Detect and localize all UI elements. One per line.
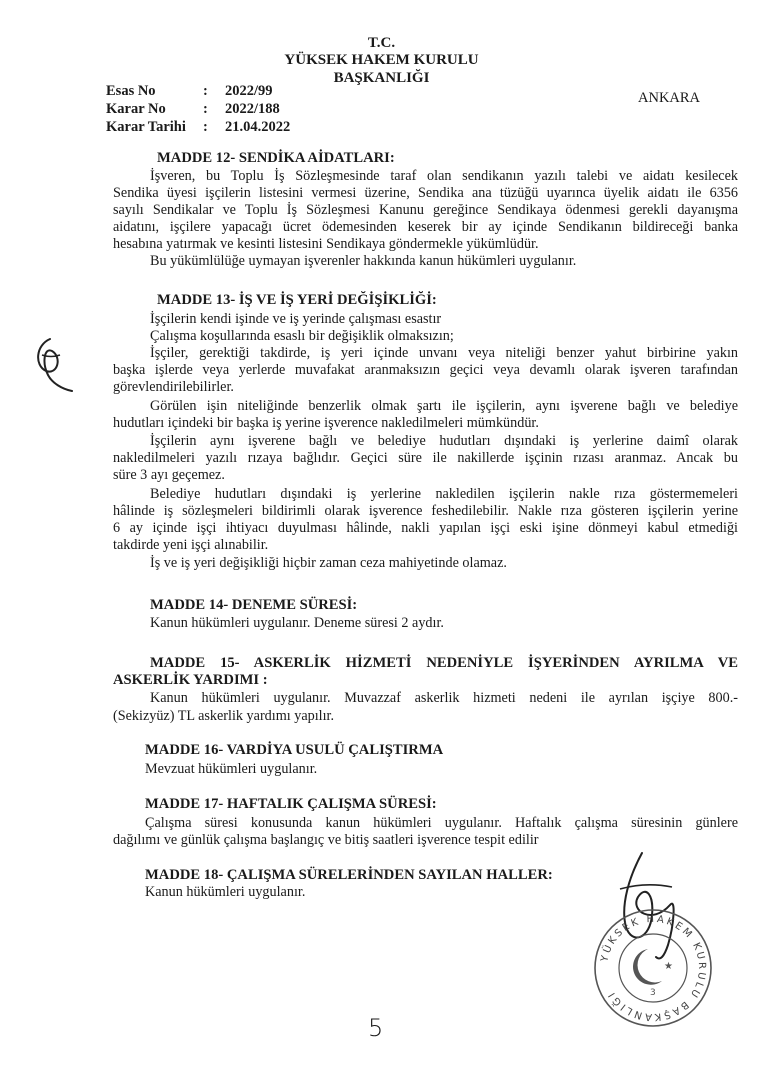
header-institution: YÜKSEK HAKEM KURULU: [284, 52, 479, 68]
madde-13-line: İş ve iş yeri değişikliği hiçbir zaman ceza mahiyetinde olamaz.: [150, 555, 507, 571]
madde-16-title: MADDE 16- VARDİYA USULÜ ÇALIŞTIRMA: [145, 742, 444, 758]
madde-13-line: Görülen işin niteliğinde benzerlik olmak şartı ile işçilerin, aynı işverene bağlı ve belediye: [150, 398, 738, 414]
madde-18-line: Kanun hükümleri uygulanır.: [145, 884, 306, 900]
madde-16-line: Mevzuat hükümleri uygulanır.: [145, 761, 318, 777]
madde-14-title: MADDE 14- DENEME SÜRESİ:: [150, 597, 358, 613]
madde-12-line: Bu yükümlülüğe uymayan işverenler hakkında kanun hükümleri uygulanır.: [150, 253, 577, 269]
madde-17-line: Çalışma süresi konusunda kanun hükümleri uygulanır. Haftalık çalışma süresinin günlere: [145, 815, 738, 831]
madde-13-line: süre 3 ayı geçemez.: [113, 467, 225, 483]
madde-12-line: hesabına yatırmak ve kesinti listesini Sendikaya göndermekle yükümlüdür.: [113, 236, 539, 252]
header-presidency: BAŞKANLIĞI: [333, 70, 430, 86]
handwritten-initial: [28, 335, 78, 395]
madde-15-line: (Sekizyüz) TL askerlik yardımı yapılır.: [113, 708, 335, 724]
page-number: 5: [368, 1014, 384, 1042]
madde-13-line: nakledilmeleri yazılı rızaya bağlıdır. Geçici süre ile nakillerde işçinin rızası aranmaz. Ancak bu: [113, 450, 738, 466]
madde-17-line: dağılımı ve günlük çalışma başlangıç ve bitiş saatleri işverence tespit edilir: [113, 832, 539, 848]
karar-label: Karar No: [106, 101, 166, 117]
official-stamp: [590, 905, 716, 1031]
madde-13-line: Belediye hudutları dışındaki iş yerlerine nakledilen işçilerin nakle rıza göstermemeleri: [150, 486, 738, 502]
madde-14-line: Kanun hükümleri uygulanır. Deneme süresi 2 aydır.: [150, 615, 444, 631]
svg-text:★: ★: [664, 961, 673, 972]
madde-18-title: MADDE 18- ÇALIŞMA SÜRELERİNDEN SAYILAN HALLER:: [145, 867, 553, 883]
madde-15-line: Kanun hükümleri uygulanır. Muvazzaf askerlik hizmeti nedeni ile ayrılan işçiye 800.-: [150, 690, 738, 706]
esas-label: Esas No: [106, 83, 156, 99]
madde-13-line: görevlendirilebilirler.: [113, 379, 234, 395]
header-city: ANKARA: [638, 90, 701, 106]
madde-17-title: MADDE 17- HAFTALIK ÇALIŞMA SÜRESİ:: [145, 796, 437, 812]
header-tc: T.C.: [367, 35, 396, 51]
madde-13-line: Çalışma koşullarında esaslı bir değişiklik olmaksızın;: [150, 328, 454, 344]
madde-15-title: MADDE 15- ASKERLİK HİZMETİ NEDENİYLE İŞYERİNDEN AYRILMA VE: [150, 655, 738, 671]
esas-colon: :: [203, 83, 208, 99]
svg-text:YÜKSEK HAKEM KURULU BAŞKANLIĞI: [599, 914, 707, 1022]
karar-colon: :: [203, 101, 208, 117]
madde-13-line: başka işlerde veya yerlerde muvafakat aranmaksızın geçici veya devamlı olarak işveren tarafından: [113, 362, 738, 378]
stamp-text: YÜKSEK HAKEM KURULU BAŞKANLIĞI: [599, 913, 708, 1023]
madde-12-title: MADDE 12- SENDİKA AİDATLARI:: [157, 150, 395, 166]
madde-13-line: hâlinde iş sözleşmeleri bildirimli olarak işverence feshedilebilir. Nakle rıza gösteren işçilerin yerine: [113, 503, 738, 519]
madde-13-line: takdirde yeni işçi alınabilir.: [113, 537, 269, 553]
madde-13-line: İşçilerin aynı işverene bağlı ve belediye hudutları dışındaki iş yerlerine daimî olarak: [150, 433, 738, 449]
madde-13-title: MADDE 13- İŞ VE İŞ YERİ DEĞİŞİKLİĞİ:: [157, 292, 437, 308]
stamp-number: 3: [650, 988, 656, 998]
tarih-colon: :: [203, 119, 208, 135]
madde-15-title-cont: ASKERLİK YARDIMI :: [113, 672, 268, 688]
madde-13-line: İşçilerin kendi işinde ve iş yerinde çalışması esastır: [150, 311, 442, 327]
madde-12-line: aidatını, işçilere yapacağı ücret ödemesinden keserek bir ay içinde Sendikanın bildireceği banka: [113, 219, 738, 235]
madde-13-line: hudutları içindeki bir başka iş yerine işverence nakledilmeleri mümkündür.: [113, 415, 539, 431]
madde-13-line: İşçiler, gerektiği takdirde, iş yeri içinde unvanı veya niteliği benzer yahut birbirine yakın: [150, 345, 738, 361]
karar-value: 2022/188: [225, 101, 280, 117]
madde-12-line: sayılı Sendikalar ve Toplu İş Sözleşmesi Kanunu gereğince Sendikaya ödenmesi gerekli dayanışma: [113, 202, 738, 218]
madde-12-line: Sendika üyesi işçilerin listesini vermesi üzerine, Sendika ana tüzüğü uyarınca üyelik aidatı ile 6356: [113, 185, 738, 201]
madde-13-line: 6 ay içinde işçi ihtiyacı duyulması hâlinde, nakli yapılan işçi eski işine dönmeyi kabul etmediği: [113, 520, 738, 536]
esas-value: 2022/99: [225, 83, 273, 99]
tarih-value: 21.04.2022: [225, 119, 291, 135]
madde-12-line: İşveren, bu Toplu İş Sözleşmesinde taraf olan sendikanın yazılı talebi ve aidatı kesilecek: [150, 168, 738, 184]
tarih-label: Karar Tarihi: [106, 119, 186, 135]
